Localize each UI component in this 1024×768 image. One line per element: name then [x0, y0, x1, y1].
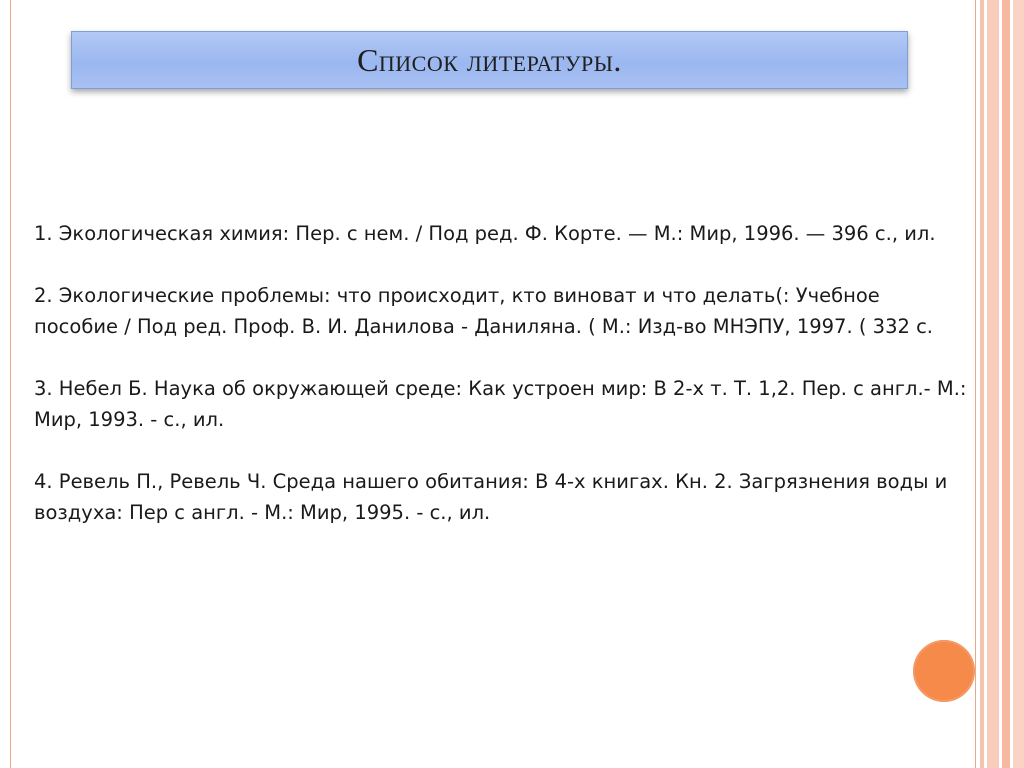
- decorative-stripes: [976, 0, 1024, 768]
- reference-item: 4. Ревель П., Ревель Ч. Среда нашего обитания: В 4-х книгах. Кн. 2. Загрязнения воды и воздуха: Пер с англ. - М.: Мир, 1995. - с., ил.: [34, 470, 948, 524]
- reference-item: 2. Экологические проблемы: что происходит, кто виноват и что делать(: Учебное пособие / Под ред. Проф. В. И. Данилова - Даниляна. ( М.: Изд-во МНЭПУ, 1997. ( 332 с.: [34, 284, 933, 338]
- decorative-circle: [913, 640, 975, 702]
- reference-item: 1. Экологическая химия: Пер. с нем. / Под ред. Ф. Корте. — М.: Мир, 1996. — 396 с., ил.: [34, 222, 936, 245]
- title-bar: [71, 31, 908, 89]
- reference-item: 3. Небел Б. Наука об окружающей среде: Как устроен мир: В 2-х т. Т. 1,2. Пер. с англ.- М.: Мир, 1993. - с., ил.: [34, 377, 967, 431]
- slide-title: Список литературы.: [357, 41, 622, 78]
- reference-list: [34, 218, 969, 559]
